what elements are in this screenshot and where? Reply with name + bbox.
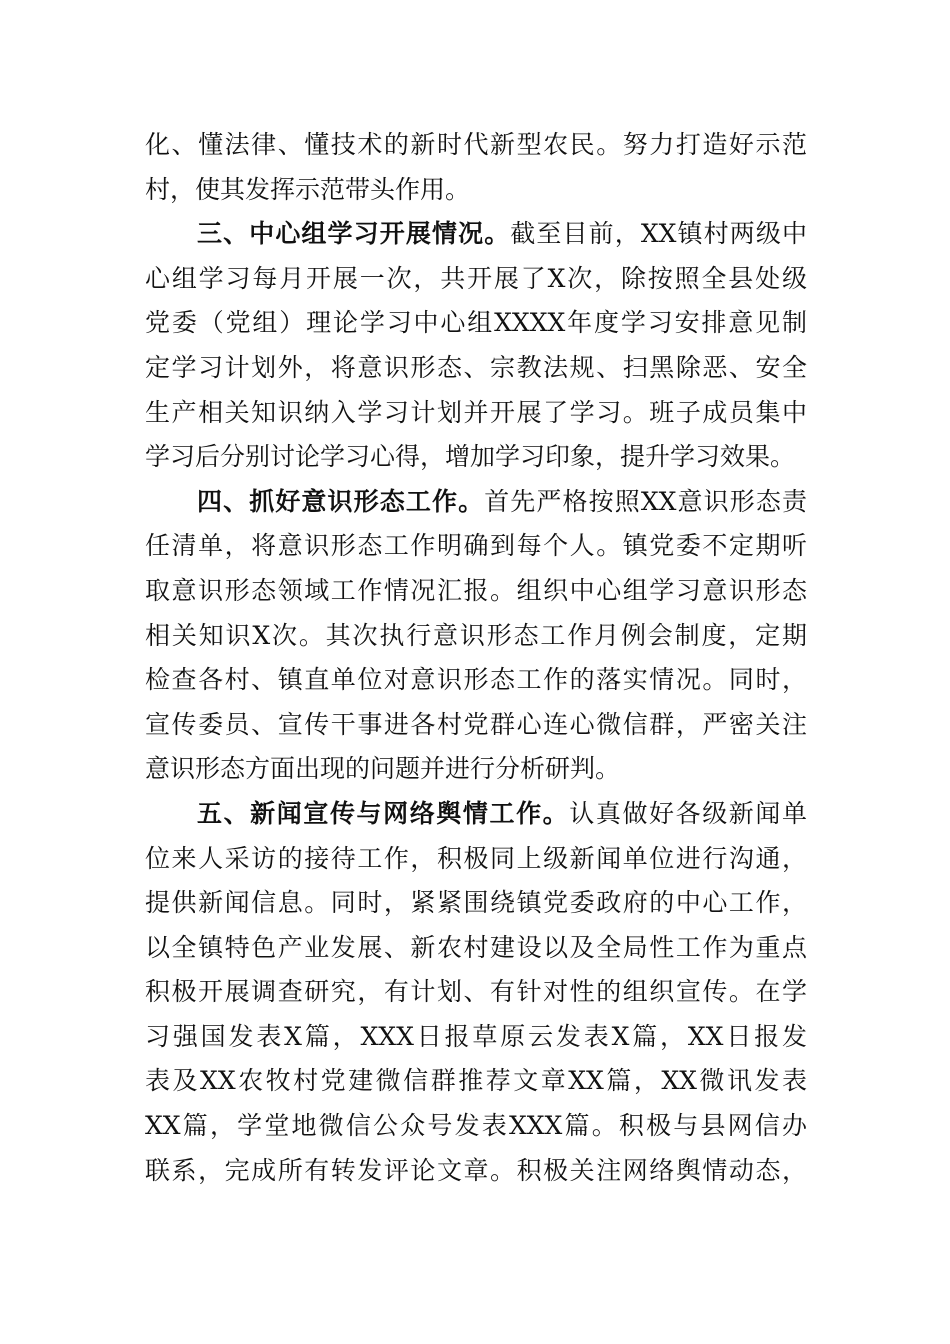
line-text: 相关知识X次。其次执行意识形态工作月例会制度，定期: [145, 620, 807, 650]
text-line: [145, 168, 807, 213]
line-text: 定学习计划外，将意识形态、宗教法规、扫黑除恶、安全: [145, 352, 807, 382]
line-text: 检查各村、镇直单位对意识形态工作的落实情况。同时，: [145, 665, 807, 695]
text-line: [145, 926, 807, 971]
text-line: [145, 658, 807, 703]
text-line: [145, 1104, 807, 1149]
text-line: [145, 703, 807, 748]
line-text: 以全镇特色产业发展、新农村建设以及全局性工作为重点: [145, 932, 807, 962]
text-line: [145, 480, 807, 525]
line-text: 联系，完成所有转发评论文章。积极关注网络舆情动态，: [145, 1155, 807, 1185]
line-text: 心组学习每月开展一次，共开展了X次，除按照全县处级: [145, 263, 807, 293]
text-line: [145, 212, 807, 257]
line-text: 村，使其发挥示范带头作用。: [145, 174, 471, 204]
line-text: 截至目前，XX镇村两级中: [510, 219, 807, 249]
line-text: 认真做好各级新闻单: [569, 798, 807, 828]
text-line: [145, 1149, 807, 1194]
text-line: [145, 524, 807, 569]
text-line: [145, 569, 807, 614]
text-line: [145, 881, 807, 926]
text-line: [145, 1059, 807, 1104]
section-heading: 五、新闻宣传与网络舆情工作。: [197, 798, 570, 828]
line-text: XX篇，学堂地微信公众号发表XXX篇。积极与县网信办: [145, 1111, 807, 1141]
line-text: 首先严格按照XX意识形态责: [484, 486, 807, 516]
line-text: 宣传委员、宣传干事进各村党群心连心微信群，严密关注: [145, 709, 807, 739]
text-line: [145, 792, 807, 837]
text-line: [145, 1015, 807, 1060]
section-heading: 四、抓好意识形态工作。: [197, 486, 485, 516]
document-body: [145, 123, 807, 1193]
text-line: [145, 301, 807, 346]
line-text: 化、懂法律、懂技术的新时代新型农民。努力打造好示范: [145, 130, 807, 159]
text-line: [145, 614, 807, 659]
line-text: 学习后分别讨论学习心得，增加学习印象，提升学习效果。: [145, 442, 796, 472]
text-line: [145, 123, 807, 168]
line-text: 表及XX农牧村党建微信群推荐文章XX篇，XX微讯发表: [145, 1066, 807, 1096]
line-text: 党委（党组）理论学习中心组XXXX年度学习安排意见制: [145, 308, 807, 338]
text-line: [145, 435, 807, 480]
text-line: [145, 346, 807, 391]
text-line: [145, 391, 807, 436]
line-text: 习强国发表X篇，XXX日报草原云发表X篇，XX日报发: [145, 1021, 807, 1051]
text-line: [145, 970, 807, 1015]
line-text: 任清单，将意识形态工作明确到每个人。镇党委不定期听: [145, 531, 807, 561]
text-line: [145, 257, 807, 302]
text-line: [145, 747, 807, 792]
line-text: 积极开展调查研究，有计划、有针对性的组织宣传。在学: [145, 977, 807, 1007]
section-heading: 三、中心组学习开展情况。: [197, 219, 511, 249]
text-line: [145, 837, 807, 882]
line-text: 意识形态方面出现的问题并进行分析研判。: [145, 754, 621, 784]
line-text: 生产相关知识纳入学习计划并开展了学习。班子成员集中: [145, 397, 807, 427]
line-text: 提供新闻信息。同时，紧紧围绕镇党委政府的中心工作，: [145, 888, 807, 918]
line-text: 位来人采访的接待工作，积极同上级新闻单位进行沟通，: [145, 843, 807, 873]
line-text: 取意识形态领域工作情况汇报。组织中心组学习意识形态: [145, 575, 807, 605]
